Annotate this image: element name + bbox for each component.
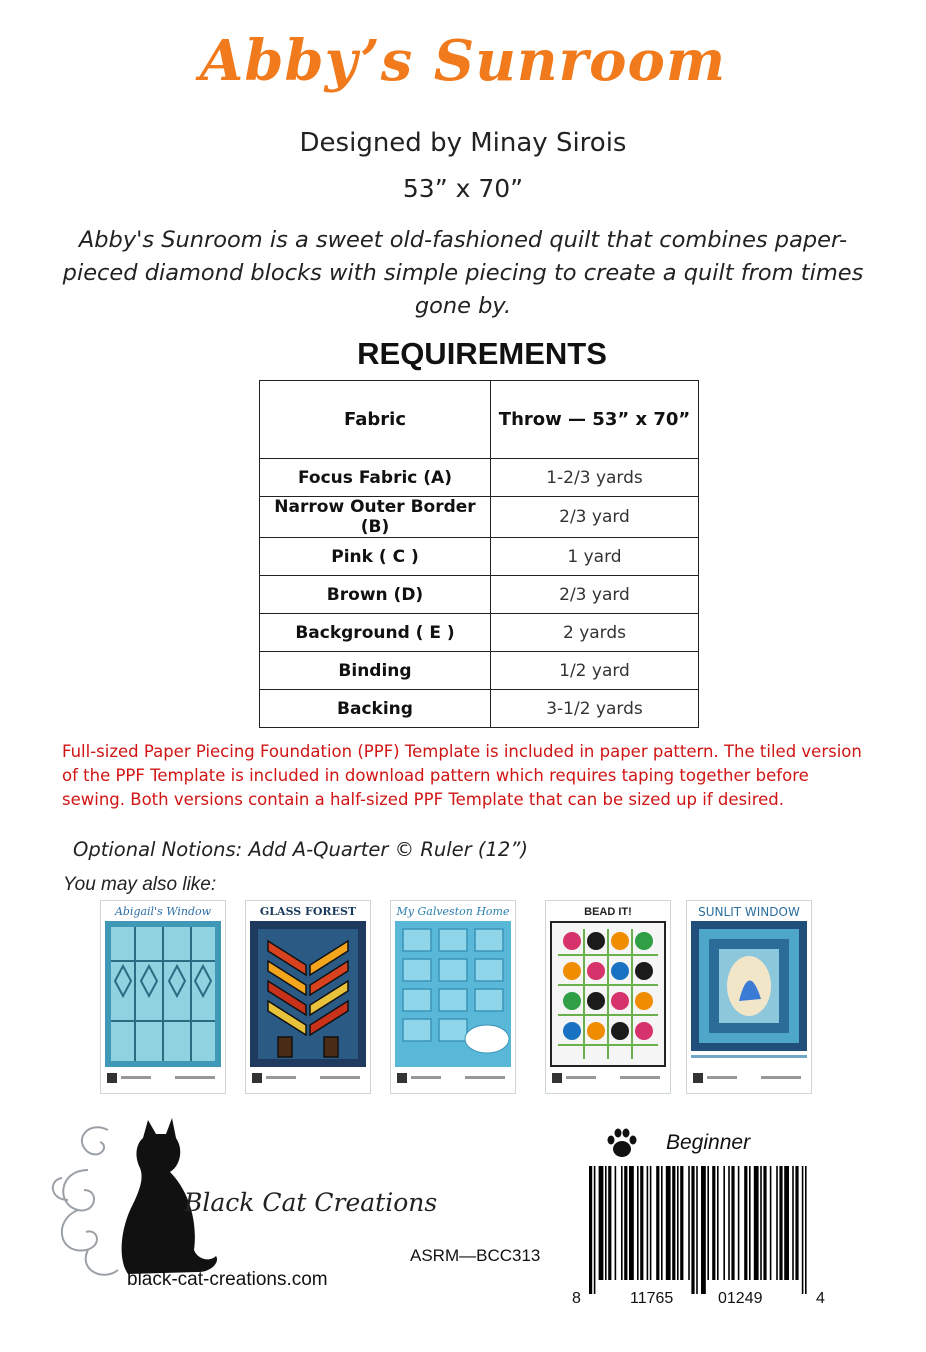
barcode-bar [589, 1166, 592, 1294]
fabric-name: Brown (D) [260, 576, 491, 614]
fabric-name: Background ( E ) [260, 614, 491, 652]
thumb-title: SUNLIT WINDOW [698, 905, 800, 919]
thumb-publisher-footer [395, 1071, 511, 1085]
barcode-bar [701, 1166, 706, 1294]
table-row [260, 576, 699, 614]
barcode-bar [792, 1166, 794, 1280]
barcode-bar [599, 1166, 604, 1280]
table-row [260, 497, 699, 538]
thumb-quilt-image [250, 921, 366, 1067]
barcode-bar [650, 1166, 652, 1280]
barcode-bar [760, 1166, 762, 1280]
barcode-bar [763, 1166, 766, 1280]
related-patterns-label: You may also like: [63, 874, 217, 895]
barcode-digits-right: 01249 [718, 1290, 763, 1307]
fabric-amount: 2 yards [491, 614, 699, 652]
barcode-bar [779, 1166, 782, 1280]
barcode-bar [723, 1166, 725, 1280]
thumb-quilt-image [105, 921, 221, 1067]
barcode-bar [805, 1166, 807, 1294]
barcode-bar [754, 1166, 759, 1280]
fabric-amount: 2/3 yard [491, 576, 699, 614]
related-pattern-glass-forest[interactable] [245, 900, 371, 1094]
barcode-bar [738, 1166, 740, 1280]
requirements-heading: REQUIREMENTS [357, 336, 607, 371]
barcode-bar [672, 1166, 675, 1280]
barcode-bar [731, 1166, 734, 1280]
thumb-publisher-footer [105, 1071, 221, 1085]
pattern-title: Abby’s Sunroom [199, 28, 727, 94]
barcode-bar [712, 1166, 715, 1280]
skill-level: Beginner [666, 1131, 751, 1154]
swirl-ornament-icon [53, 1127, 118, 1274]
pattern-description: Abby's Sunroom is a sweet old-fashioned quilt that combines paper-pieced diamond blocks with simple piecing to create a quilt from times gone by. [62, 227, 864, 319]
barcode-bar [795, 1166, 798, 1280]
column-header-throw: Throw — 53” x 70” [491, 381, 699, 459]
barcode-bar [647, 1166, 649, 1280]
barcode-bar [776, 1166, 778, 1280]
related-pattern-bead-it[interactable] [545, 900, 671, 1094]
thumb-quilt-image [691, 921, 807, 1067]
barcode-bar [605, 1166, 607, 1280]
ppf-template-note: Full-sized Paper Piecing Foundation (PPF) Template is included in paper pattern. The tiled version of the PPF Template is included in download pattern which requires taping together before sewing. Both versions contain a half-sized PPF Template that can be sized up if desired. [62, 742, 862, 809]
thumb-title: BEAD IT! [584, 906, 632, 918]
barcode-bar [707, 1166, 709, 1280]
column-header-fabric: Fabric [260, 381, 491, 459]
barcode-bar [624, 1166, 627, 1280]
paw-print-icon [604, 1125, 640, 1161]
related-pattern-my-galveston-home[interactable] [390, 900, 516, 1094]
thumb-publisher-footer [250, 1071, 366, 1085]
thumb-quilt-image [395, 921, 511, 1067]
barcode-bar [696, 1166, 698, 1294]
barcode-bar [656, 1166, 659, 1280]
quilt-size: 53” x 70” [402, 174, 524, 203]
barcode-digit-last: 4 [816, 1290, 825, 1307]
barcode-icon [585, 1166, 811, 1294]
barcode-bar [594, 1166, 596, 1294]
fabric-name: Narrow Outer Border (B) [260, 497, 491, 538]
barcode-digits-left: 11765 [630, 1290, 674, 1307]
thumb-title: GLASS FOREST [259, 905, 357, 918]
table-row [260, 652, 699, 690]
thumb-title: Abigail's Window [114, 905, 212, 918]
barcode-bar [749, 1166, 751, 1280]
table-row [260, 690, 699, 728]
brand-name: Black Cat Creations [184, 1188, 438, 1217]
table-row [260, 614, 699, 652]
fabric-amount: 2/3 yard [491, 497, 699, 538]
barcode-bar [717, 1166, 719, 1280]
thumb-publisher-footer [691, 1071, 807, 1085]
barcode-bar [640, 1166, 643, 1280]
barcode-bar [802, 1166, 804, 1294]
barcode-bar [637, 1166, 639, 1280]
fabric-name: Backing [260, 690, 491, 728]
fabric-amount: 1 yard [491, 538, 699, 576]
thumb-title: My Galveston Home [396, 905, 510, 918]
barcode-bar [744, 1166, 747, 1280]
table-row [260, 459, 699, 497]
barcode-bar [621, 1166, 623, 1280]
fabric-name: Binding [260, 652, 491, 690]
thumb-quilt-image [550, 921, 666, 1067]
fabric-amount: 1/2 yard [491, 652, 699, 690]
barcode-bar [691, 1166, 694, 1294]
table-header-row [260, 381, 699, 459]
barcode-bar [728, 1166, 730, 1280]
table-row [260, 538, 699, 576]
fabric-name: Pink ( C ) [260, 538, 491, 576]
barcode-bar [629, 1166, 634, 1280]
barcode-digit-first: 8 [572, 1290, 581, 1307]
fabric-amount: 1-2/3 yards [491, 459, 699, 497]
barcode-bar [666, 1166, 671, 1280]
barcode-bar [784, 1166, 789, 1280]
related-pattern-abigails-window[interactable] [100, 900, 226, 1094]
product-sku: ASRM—BCC313 [410, 1246, 541, 1265]
requirements-table [259, 380, 699, 728]
fabric-amount: 3-1/2 yards [491, 690, 699, 728]
fabric-name: Focus Fabric (A) [260, 459, 491, 497]
designer-credit: Designed by Minay Sirois [299, 128, 627, 158]
barcode-bar [688, 1166, 690, 1280]
website-url[interactable]: black-cat-creations.com [127, 1269, 328, 1290]
optional-notions: Optional Notions: Add A-Quarter © Ruler (12”) [73, 838, 529, 861]
barcode-bar [677, 1166, 679, 1280]
barcode-bar [680, 1166, 683, 1280]
related-pattern-sunlit-window[interactable] [686, 900, 812, 1094]
thumb-publisher-footer [550, 1071, 666, 1085]
barcode-bar [615, 1166, 617, 1280]
barcode-bar [661, 1166, 663, 1280]
barcode-bar [770, 1166, 772, 1280]
barcode-bar [608, 1166, 611, 1280]
